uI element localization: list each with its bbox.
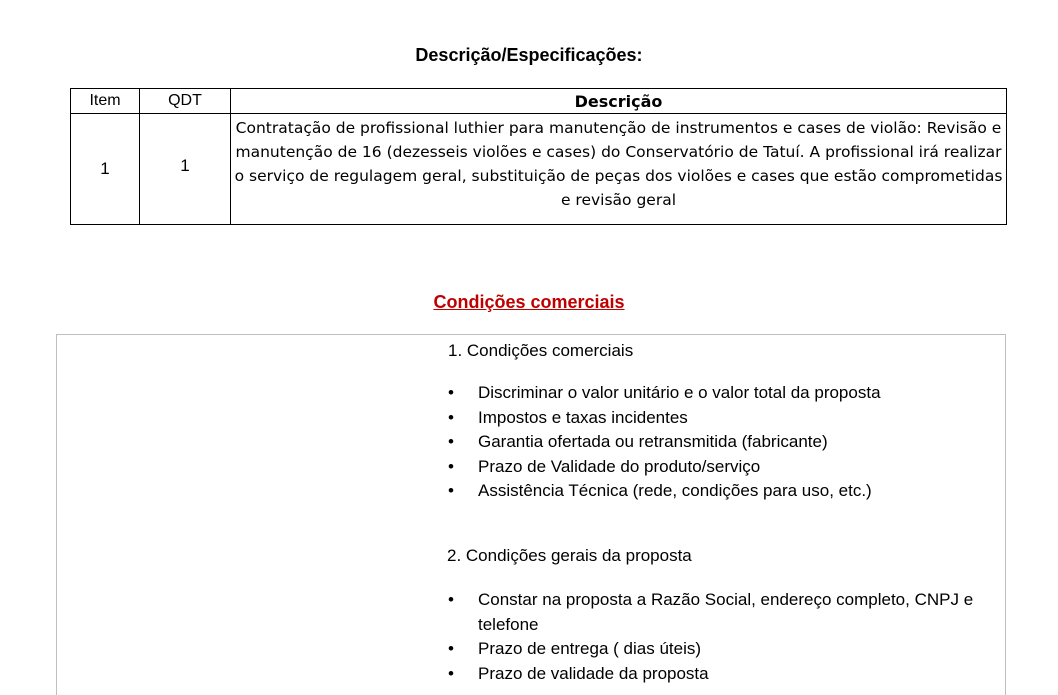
list-item: • Prazo de validade da proposta [448, 662, 1038, 687]
column-header-description: Descrição [231, 89, 1007, 114]
list-item: • Impostos e taxas incidentes [448, 406, 1038, 431]
column-header-item: Item [71, 89, 140, 114]
list-item: • Discriminar o valor unitário e o valor total da proposta [448, 381, 1038, 406]
commercial-conditions-list [448, 381, 1038, 504]
list-item: • Constar na proposta a Razão Social, endereço completo, CNPJ e telefone [448, 588, 1038, 637]
general-conditions-list [448, 588, 1038, 686]
table-row [71, 114, 1007, 225]
commercial-conditions-heading: Condições comerciais [433, 292, 625, 312]
list-item: • Prazo de Validade do produto/serviço [448, 455, 1038, 480]
list-item: • Garantia ofertada ou retransmitida (fabricante) [448, 430, 1038, 455]
qty-cell: 1 [140, 114, 231, 225]
conditions-box [56, 334, 1006, 695]
item-cell: 1 [71, 114, 140, 225]
description-heading: Descrição/Especificações: [415, 45, 643, 65]
specification-table [70, 88, 1007, 225]
column-header-qdt: QDT [140, 89, 231, 114]
list-item: • Assistência Técnica (rede, condições para uso, etc.) [448, 479, 1038, 504]
section-title-commercial: 1. Condições comerciais [448, 341, 634, 360]
table-header-row [71, 89, 1007, 114]
list-item: • Prazo de entrega ( dias úteis) [448, 637, 1038, 662]
section-title-general: 2. Condições gerais da proposta [447, 546, 692, 565]
description-cell: Contratação de profissional luthier para manutenção de instrumentos e cases de violão: Revisão e manutenção de 16 (dezesseis violões e cases) do Conservatório de Tatuí. A profissional irá realizar o serviço de regulagem geral, substituição de peças dos violões e cases que estão comprometidas e revisão geral [231, 114, 1007, 225]
